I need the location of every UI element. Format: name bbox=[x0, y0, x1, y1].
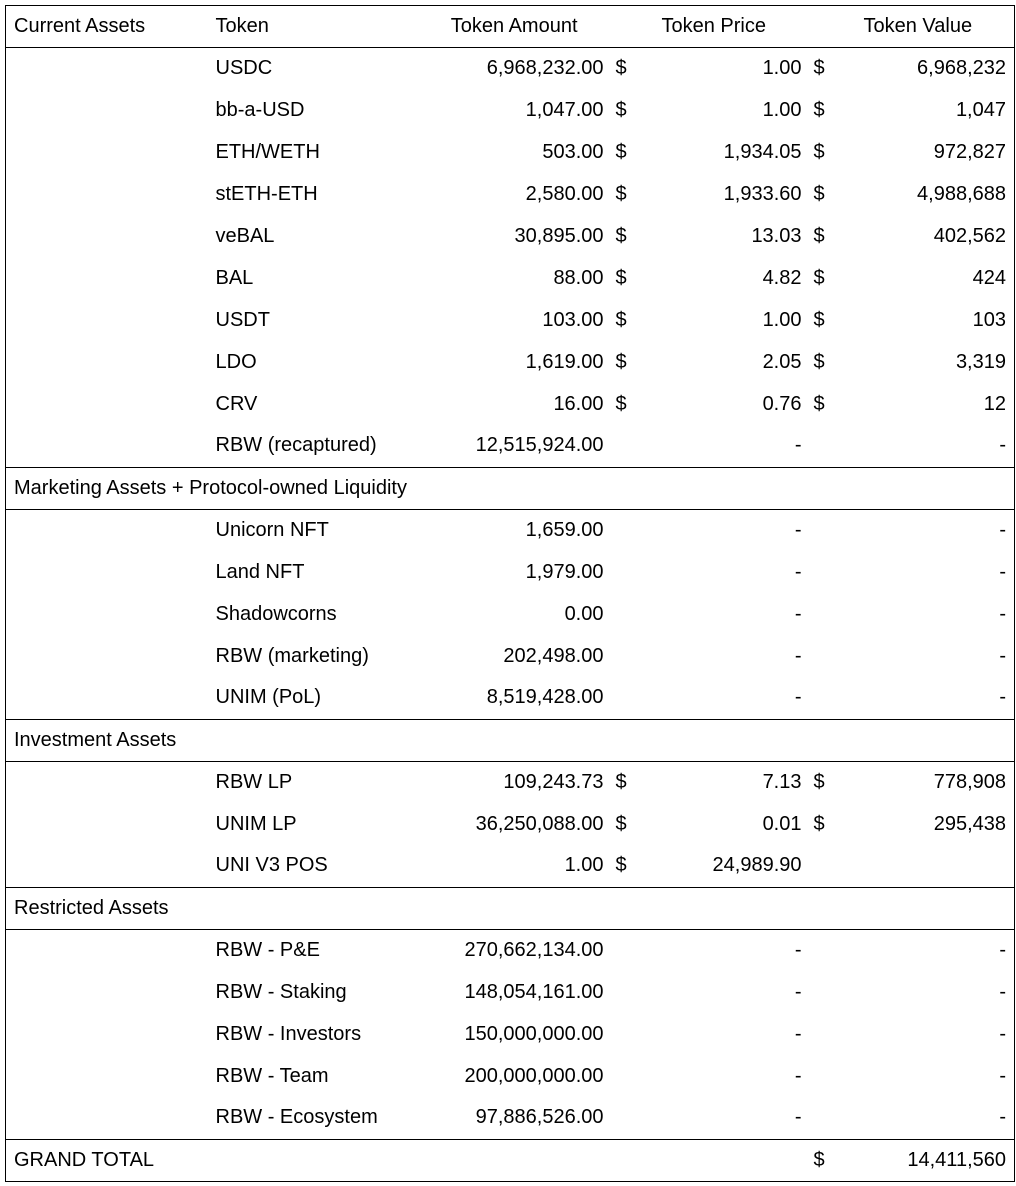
token-value-cell[interactable]: 12 bbox=[840, 384, 1015, 426]
token-cell[interactable]: RBW (recaptured) bbox=[208, 426, 434, 468]
token-value-cell[interactable]: - bbox=[840, 678, 1015, 720]
token-value-cell[interactable] bbox=[840, 846, 1015, 888]
token-price-cell[interactable]: - bbox=[794, 1022, 802, 1045]
value-currency-cell[interactable]: $ bbox=[813, 308, 825, 331]
token-value-cell[interactable]: 424 bbox=[840, 258, 1015, 300]
marketing-assets-group bbox=[6, 510, 1015, 720]
token-cell[interactable]: veBAL bbox=[215, 224, 275, 247]
token-price-cell[interactable]: 1.00 bbox=[762, 98, 802, 121]
token-value-cell[interactable]: 6,968,232 bbox=[840, 48, 1015, 90]
token-cell[interactable]: bb-a-USD bbox=[215, 98, 305, 121]
table-row bbox=[6, 342, 1015, 384]
section-title-investment[interactable]: Investment Assets bbox=[6, 720, 1015, 762]
table-row bbox=[6, 678, 1015, 720]
price-currency-cell[interactable] bbox=[612, 678, 640, 720]
token-price-cell[interactable]: - bbox=[640, 678, 810, 720]
category-cell[interactable] bbox=[6, 426, 208, 468]
table-row bbox=[6, 1098, 1015, 1140]
token-cell[interactable]: RBW (marketing) bbox=[215, 644, 369, 667]
price-currency-cell[interactable]: $ bbox=[615, 392, 627, 415]
token-price-cell[interactable]: 4.82 bbox=[762, 266, 802, 289]
header-token-amount[interactable]: Token Amount bbox=[434, 6, 612, 48]
header-token-value[interactable]: Token Value bbox=[840, 6, 1015, 48]
price-currency-cell[interactable] bbox=[612, 426, 640, 468]
grand-total-currency[interactable]: $ bbox=[810, 1140, 840, 1182]
token-amount-cell[interactable]: 200,000,000.00 bbox=[464, 1064, 604, 1087]
token-amount-cell[interactable]: 150,000,000.00 bbox=[464, 1022, 604, 1045]
grand-total-label[interactable]: GRAND TOTAL bbox=[6, 1140, 810, 1182]
table-row bbox=[6, 132, 1015, 174]
header-token[interactable]: Token bbox=[208, 6, 434, 48]
token-cell[interactable]: USDC bbox=[215, 56, 273, 79]
value-currency-cell[interactable]: $ bbox=[813, 56, 825, 79]
token-cell[interactable]: UNI V3 POS bbox=[208, 846, 434, 888]
token-value-cell[interactable]: - bbox=[840, 594, 1015, 636]
category-cell[interactable] bbox=[6, 846, 208, 888]
category-cell[interactable] bbox=[6, 258, 208, 300]
token-value-cell[interactable]: 4,988,688 bbox=[840, 174, 1015, 216]
value-currency-cell[interactable] bbox=[810, 1014, 840, 1056]
price-currency-cell[interactable]: $ bbox=[615, 770, 627, 793]
table-row bbox=[6, 90, 1015, 132]
token-amount-cell[interactable]: 1,619.00 bbox=[525, 350, 604, 373]
token-amount-cell[interactable]: 0.00 bbox=[564, 602, 604, 625]
value-currency-cell[interactable] bbox=[810, 1098, 840, 1140]
token-amount-cell[interactable]: 97,886,526.00 bbox=[434, 1098, 612, 1140]
token-cell[interactable]: RBW - Investors bbox=[215, 1022, 362, 1045]
category-cell[interactable] bbox=[6, 1098, 208, 1140]
table-row bbox=[6, 300, 1015, 342]
current-assets-group bbox=[6, 48, 1015, 468]
token-price-cell[interactable]: 2.05 bbox=[762, 350, 802, 373]
grand-total-row bbox=[6, 1140, 1015, 1182]
token-value-cell[interactable]: - bbox=[840, 636, 1015, 678]
value-currency-cell[interactable]: $ bbox=[813, 98, 825, 121]
token-value-cell[interactable]: 103 bbox=[840, 300, 1015, 342]
value-currency-cell[interactable] bbox=[810, 972, 840, 1014]
table-row bbox=[6, 1056, 1015, 1098]
category-cell[interactable] bbox=[6, 342, 208, 384]
price-currency-cell[interactable]: $ bbox=[615, 266, 627, 289]
value-currency-cell[interactable] bbox=[810, 846, 840, 888]
category-cell[interactable] bbox=[6, 636, 208, 678]
token-amount-cell[interactable]: 109,243.73 bbox=[503, 770, 604, 793]
section-title-marketing[interactable]: Marketing Assets + Protocol-owned Liquidity bbox=[6, 468, 1015, 510]
price-currency-cell[interactable]: $ bbox=[615, 98, 627, 121]
section-title-restricted[interactable]: Restricted Assets bbox=[6, 888, 1015, 930]
token-cell[interactable]: ETH/WETH bbox=[215, 140, 320, 163]
token-price-cell[interactable]: - bbox=[794, 980, 802, 1003]
token-amount-cell[interactable]: 1,979.00 bbox=[525, 560, 604, 583]
token-value-cell[interactable]: - bbox=[840, 1014, 1015, 1056]
table-row bbox=[6, 384, 1015, 426]
category-cell[interactable] bbox=[6, 48, 208, 90]
token-value-cell[interactable]: 972,827 bbox=[840, 132, 1015, 174]
category-cell[interactable] bbox=[6, 552, 208, 594]
token-value-cell[interactable]: - bbox=[840, 1098, 1015, 1140]
category-cell[interactable] bbox=[6, 90, 208, 132]
category-cell[interactable] bbox=[6, 132, 208, 174]
token-amount-cell[interactable]: 2,580.00 bbox=[525, 182, 604, 205]
token-price-cell[interactable]: 24,989.90 bbox=[640, 846, 810, 888]
table-row bbox=[6, 594, 1015, 636]
token-amount-cell[interactable]: 36,250,088.00 bbox=[475, 812, 604, 835]
value-currency-cell[interactable]: $ bbox=[813, 266, 825, 289]
section-header-row bbox=[6, 888, 1015, 930]
value-currency-cell[interactable]: $ bbox=[813, 140, 825, 163]
treasury-table bbox=[5, 5, 1015, 1182]
token-price-cell[interactable]: - bbox=[794, 602, 802, 625]
token-amount-cell[interactable]: 30,895.00 bbox=[514, 224, 604, 247]
price-currency-cell[interactable]: $ bbox=[615, 812, 627, 835]
token-amount-cell[interactable]: 148,054,161.00 bbox=[464, 980, 604, 1003]
header-empty-2[interactable] bbox=[810, 6, 840, 48]
category-cell[interactable] bbox=[6, 1014, 208, 1056]
token-value-cell[interactable]: - bbox=[840, 552, 1015, 594]
price-currency-cell[interactable] bbox=[612, 1056, 640, 1098]
token-value-cell[interactable]: - bbox=[840, 426, 1015, 468]
value-currency-cell[interactable] bbox=[810, 1056, 840, 1098]
token-value-cell[interactable]: - bbox=[840, 972, 1015, 1014]
table-row bbox=[6, 510, 1015, 552]
price-currency-cell[interactable]: $ bbox=[615, 224, 627, 247]
token-cell[interactable]: RBW - Ecosystem bbox=[208, 1098, 434, 1140]
token-price-cell[interactable]: 0.76 bbox=[762, 392, 802, 415]
token-price-cell[interactable]: 1,934.05 bbox=[723, 140, 802, 163]
token-price-cell[interactable]: - bbox=[640, 426, 810, 468]
table-row bbox=[6, 804, 1015, 846]
token-cell[interactable]: RBW - Team bbox=[215, 1064, 329, 1087]
header-token-price[interactable]: Token Price bbox=[640, 6, 810, 48]
token-price-cell[interactable]: - bbox=[640, 1098, 810, 1140]
price-currency-cell[interactable] bbox=[612, 510, 640, 552]
price-currency-cell[interactable]: $ bbox=[615, 308, 627, 331]
token-amount-cell[interactable]: 503.00 bbox=[542, 140, 604, 163]
grand-total-value[interactable]: 14,411,560 bbox=[840, 1140, 1015, 1182]
price-currency-cell[interactable]: $ bbox=[615, 56, 627, 79]
token-cell[interactable]: RBW - P&E bbox=[215, 938, 320, 961]
token-cell[interactable]: Unicorn NFT bbox=[215, 518, 329, 541]
token-cell[interactable]: UNIM (PoL) bbox=[208, 678, 434, 720]
category-cell[interactable] bbox=[6, 678, 208, 720]
category-cell[interactable] bbox=[6, 972, 208, 1014]
value-currency-cell[interactable] bbox=[810, 678, 840, 720]
token-amount-cell[interactable]: 270,662,134.00 bbox=[464, 938, 604, 961]
token-value-cell[interactable]: 778,908 bbox=[840, 762, 1015, 804]
header-row bbox=[6, 6, 1015, 48]
token-amount-cell[interactable]: 1,047.00 bbox=[525, 98, 604, 121]
value-currency-cell[interactable]: $ bbox=[813, 182, 825, 205]
table-row bbox=[6, 258, 1015, 300]
token-cell[interactable]: UNIM LP bbox=[215, 812, 297, 835]
table-row bbox=[6, 636, 1015, 678]
price-currency-cell[interactable]: $ bbox=[615, 350, 627, 373]
investment-assets-group bbox=[6, 762, 1015, 888]
price-currency-cell[interactable]: $ bbox=[612, 846, 640, 888]
value-currency-cell[interactable]: $ bbox=[813, 812, 825, 835]
price-currency-cell[interactable] bbox=[612, 594, 640, 636]
token-cell[interactable]: CRV bbox=[215, 392, 258, 415]
token-amount-cell[interactable]: 1,659.00 bbox=[525, 518, 604, 541]
token-value-cell[interactable]: - bbox=[840, 930, 1015, 972]
category-cell[interactable] bbox=[6, 930, 208, 972]
token-cell[interactable]: RBW - Staking bbox=[215, 980, 347, 1003]
value-currency-cell[interactable] bbox=[810, 426, 840, 468]
price-currency-cell[interactable] bbox=[612, 552, 640, 594]
price-currency-cell[interactable] bbox=[612, 1098, 640, 1140]
token-value-cell[interactable]: - bbox=[840, 510, 1015, 552]
token-cell[interactable]: LDO bbox=[215, 350, 257, 373]
value-currency-cell[interactable] bbox=[810, 636, 840, 678]
token-amount-cell[interactable]: 1.00 bbox=[434, 846, 612, 888]
table-row bbox=[6, 174, 1015, 216]
token-price-cell[interactable]: 1,933.60 bbox=[723, 182, 802, 205]
price-currency-cell[interactable] bbox=[612, 636, 640, 678]
token-price-cell[interactable]: - bbox=[794, 1064, 802, 1087]
value-currency-cell[interactable]: $ bbox=[813, 350, 825, 373]
table-row bbox=[6, 846, 1015, 888]
category-cell[interactable] bbox=[6, 1056, 208, 1098]
token-price-cell[interactable]: - bbox=[794, 938, 802, 961]
value-currency-cell[interactable] bbox=[810, 594, 840, 636]
table-row bbox=[6, 930, 1015, 972]
token-value-cell[interactable]: 402,562 bbox=[840, 216, 1015, 258]
token-price-cell[interactable]: 1.00 bbox=[762, 56, 802, 79]
token-amount-cell[interactable]: 6,968,232.00 bbox=[486, 56, 604, 79]
category-cell[interactable] bbox=[6, 174, 208, 216]
token-cell[interactable]: BAL bbox=[215, 266, 254, 289]
category-cell[interactable] bbox=[6, 300, 208, 342]
token-price-cell[interactable]: - bbox=[794, 644, 802, 667]
token-cell[interactable]: Land NFT bbox=[215, 560, 305, 583]
token-amount-cell[interactable]: 8,519,428.00 bbox=[434, 678, 612, 720]
table-row bbox=[6, 216, 1015, 258]
token-value-cell[interactable]: 1,047 bbox=[840, 90, 1015, 132]
token-amount-cell[interactable]: 202,498.00 bbox=[503, 644, 604, 667]
value-currency-cell[interactable]: $ bbox=[813, 392, 825, 415]
token-value-cell[interactable]: 295,438 bbox=[840, 804, 1015, 846]
price-currency-cell[interactable]: $ bbox=[615, 182, 627, 205]
value-currency-cell[interactable] bbox=[810, 510, 840, 552]
token-price-cell[interactable]: - bbox=[794, 518, 802, 541]
price-currency-cell[interactable] bbox=[612, 930, 640, 972]
token-price-cell[interactable]: 0.01 bbox=[762, 812, 802, 835]
token-amount-cell[interactable]: 88.00 bbox=[553, 266, 604, 289]
table-row bbox=[6, 1014, 1015, 1056]
category-cell[interactable] bbox=[6, 216, 208, 258]
restricted-assets-group bbox=[6, 930, 1015, 1140]
category-cell[interactable] bbox=[6, 804, 208, 846]
price-currency-cell[interactable]: $ bbox=[615, 140, 627, 163]
token-amount-cell[interactable]: 103.00 bbox=[542, 308, 604, 331]
token-value-cell[interactable]: - bbox=[840, 1056, 1015, 1098]
token-cell[interactable]: Shadowcorns bbox=[215, 602, 337, 625]
price-currency-cell[interactable] bbox=[612, 1014, 640, 1056]
token-value-cell[interactable]: 3,319 bbox=[840, 342, 1015, 384]
category-cell[interactable] bbox=[6, 510, 208, 552]
token-cell[interactable]: USDT bbox=[215, 308, 270, 331]
category-cell[interactable] bbox=[6, 384, 208, 426]
token-price-cell[interactable]: 13.03 bbox=[751, 224, 802, 247]
table-row bbox=[6, 426, 1015, 468]
token-amount-cell[interactable]: 12,515,924.00 bbox=[434, 426, 612, 468]
category-cell[interactable] bbox=[6, 594, 208, 636]
token-amount-cell[interactable]: 16.00 bbox=[553, 392, 604, 415]
table-row bbox=[6, 552, 1015, 594]
section-header-row bbox=[6, 468, 1015, 510]
value-currency-cell[interactable]: $ bbox=[813, 770, 825, 793]
table-row bbox=[6, 972, 1015, 1014]
value-currency-cell[interactable]: $ bbox=[813, 224, 825, 247]
token-price-cell[interactable]: 1.00 bbox=[762, 308, 802, 331]
table-row bbox=[6, 48, 1015, 90]
token-cell[interactable]: stETH-ETH bbox=[215, 182, 318, 205]
header-category[interactable]: Current Assets bbox=[6, 6, 208, 48]
value-currency-cell[interactable] bbox=[810, 552, 840, 594]
price-currency-cell[interactable] bbox=[612, 972, 640, 1014]
token-price-cell[interactable]: - bbox=[794, 560, 802, 583]
category-cell[interactable] bbox=[6, 762, 208, 804]
table-row bbox=[6, 762, 1015, 804]
token-cell[interactable]: RBW LP bbox=[215, 770, 293, 793]
section-header-row bbox=[6, 720, 1015, 762]
token-price-cell[interactable]: 7.13 bbox=[762, 770, 802, 793]
header-empty-1[interactable] bbox=[612, 6, 640, 48]
value-currency-cell[interactable] bbox=[810, 930, 840, 972]
